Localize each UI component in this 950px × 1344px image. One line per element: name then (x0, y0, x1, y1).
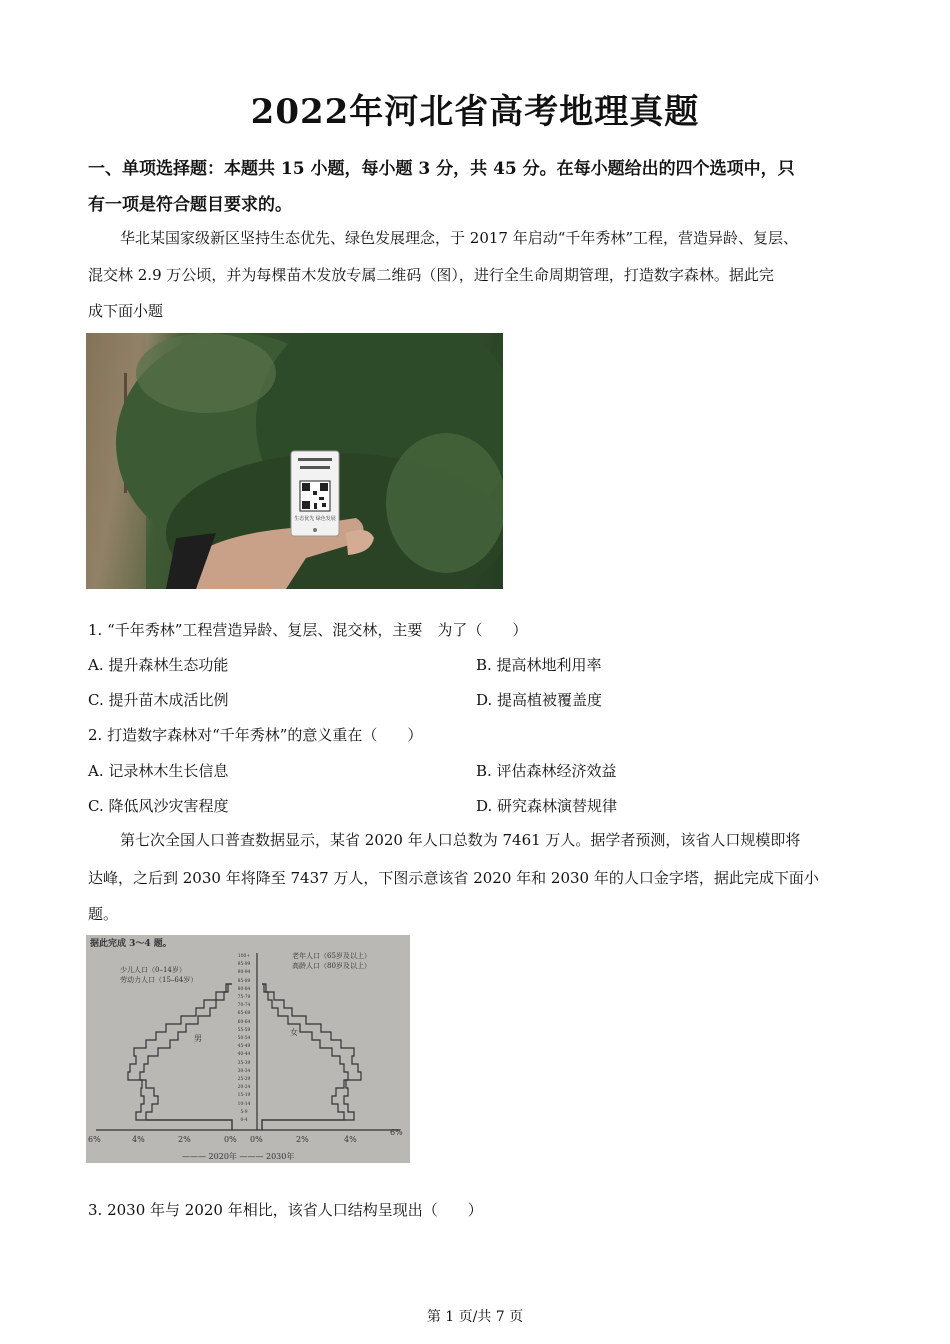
age-label: 10-14 (237, 1101, 251, 1107)
age-label: 70-74 (237, 1003, 251, 1009)
x-tick-4pct-right: 4% (344, 1135, 357, 1144)
age-label: 65-69 (237, 1011, 251, 1017)
age-label: 35-39 (237, 1060, 251, 1066)
section-heading-line-2: 有一项是符合题目要求的。 (88, 195, 292, 215)
age-label: 90-94 (237, 970, 251, 976)
q1-option-c: C. 提升苗木成活比例 (88, 691, 229, 709)
x-tick-0pct-left: 0% (224, 1135, 237, 1144)
age-label: 0-4 (240, 1118, 248, 1124)
age-label: 45-49 (237, 1044, 251, 1050)
q1-option-b: B. 提高林地利用率 (476, 656, 602, 674)
age-label: 60-64 (237, 1019, 251, 1025)
age-label: 100+ (237, 954, 251, 959)
legend-left-1: 少儿人口（0–14岁） (120, 966, 186, 974)
x-tick-4pct-left: 4% (132, 1135, 145, 1144)
age-label: 15-19 (237, 1093, 251, 1099)
q2-option-c: C. 降低风沙灾害程度 (88, 797, 229, 815)
passage-1-line-3: 成下面小题 (88, 302, 164, 320)
pyramid-header: 据此完成 3～4 题。 (90, 939, 172, 949)
age-label: 25-29 (237, 1077, 251, 1083)
q2-option-a: A. 记录林木生长信息 (88, 762, 229, 780)
passage-2-line-3: 题。 (88, 905, 119, 923)
passage-1-line-1: 华北某国家级新区坚持生态优先、绿色发展理念，于 2017 年启动“千年秀林”工程，营造异龄、复层、 (120, 229, 799, 247)
population-pyramid-figure (86, 935, 410, 1163)
x-tick-2pct-left: 2% (178, 1135, 191, 1144)
q2-option-b: B. 评估森林经济效益 (476, 762, 617, 780)
legend-right-2: 高龄人口（80岁及以上） (292, 962, 371, 970)
forest-qr-photo (86, 333, 503, 589)
question-2-stem: 2. 打造数字森林对“千年秀林”的意义重在（ ） (88, 726, 423, 744)
age-label: 5-9 (240, 1109, 248, 1115)
qr-tag-text: 生态优先 绿色发展 (294, 516, 336, 522)
age-label: 30-34 (237, 1068, 251, 1074)
female-label: 女 (290, 1028, 298, 1037)
q1-option-d: D. 提高植被覆盖度 (476, 691, 603, 709)
age-label: 85-89 (237, 978, 251, 984)
legend-right-1: 老年人口（65岁及以上） (292, 952, 371, 960)
x-tick-6pct-right: 6% (390, 1128, 403, 1137)
question-3-stem: 3. 2030 年与 2020 年相比，该省人口结构呈现出（ ） (88, 1201, 483, 1219)
q2-option-d: D. 研究森林演替规律 (476, 797, 618, 815)
section-heading-line-1: 一、单项选择题：本题共 15 小题，每小题 3 分，共 45 分。在每小题给出的四个选项中，只 (88, 159, 795, 179)
age-label: 40-44 (237, 1052, 251, 1058)
legend-line-2020: ——— (182, 1152, 206, 1161)
age-label: 20-24 (237, 1085, 251, 1091)
age-label: 75-79 (237, 995, 251, 1001)
pyramid-bars (86, 935, 410, 1163)
legend-left-2: 劳动力人口（15–64岁） (120, 976, 198, 984)
page-title: 2022年河北省高考地理真题 (250, 92, 700, 132)
age-label: 50-54 (237, 1036, 251, 1042)
legend-2020: 2020年 (208, 1152, 237, 1161)
passage-2-line-1: 第七次全国人口普查数据显示，某省 2020 年人口总数为 7461 万人。据学者预测，该省人口规模即将 (120, 831, 801, 849)
legend-line-2030: ——— (239, 1152, 264, 1161)
age-label: 80-84 (237, 986, 251, 992)
passage-1-line-2: 混交林 2.9 万公顷，并为每棵苗木发放专属二维码（图），进行全生命周期管理，打造数字森林。据此完 (88, 266, 774, 284)
age-label: 95-99 (237, 962, 251, 968)
passage-2-line-2: 达峰，之后到 2030 年将降至 7437 万人，下图示意该省 2020 年和 2030 年的人口金字塔，据此完成下面小 (88, 869, 819, 887)
age-label: 55-59 (237, 1027, 251, 1033)
x-tick-0pct-right: 0% (250, 1135, 263, 1144)
series-legend (182, 1151, 294, 1162)
photo-illustration (86, 333, 503, 589)
male-label: 男 (194, 1034, 202, 1043)
legend-2030: 2030年 (266, 1152, 295, 1161)
page-footer: 第 1 页/共 7 页 (426, 1309, 524, 1325)
question-1-stem: 1. “千年秀林”工程营造异龄、复层、混交林，主要 为了（ ） (88, 621, 528, 639)
x-tick-2pct-right: 2% (296, 1135, 309, 1144)
x-tick-6pct-left: 6% (88, 1135, 101, 1144)
q1-option-a: A. 提升森林生态功能 (88, 656, 229, 674)
